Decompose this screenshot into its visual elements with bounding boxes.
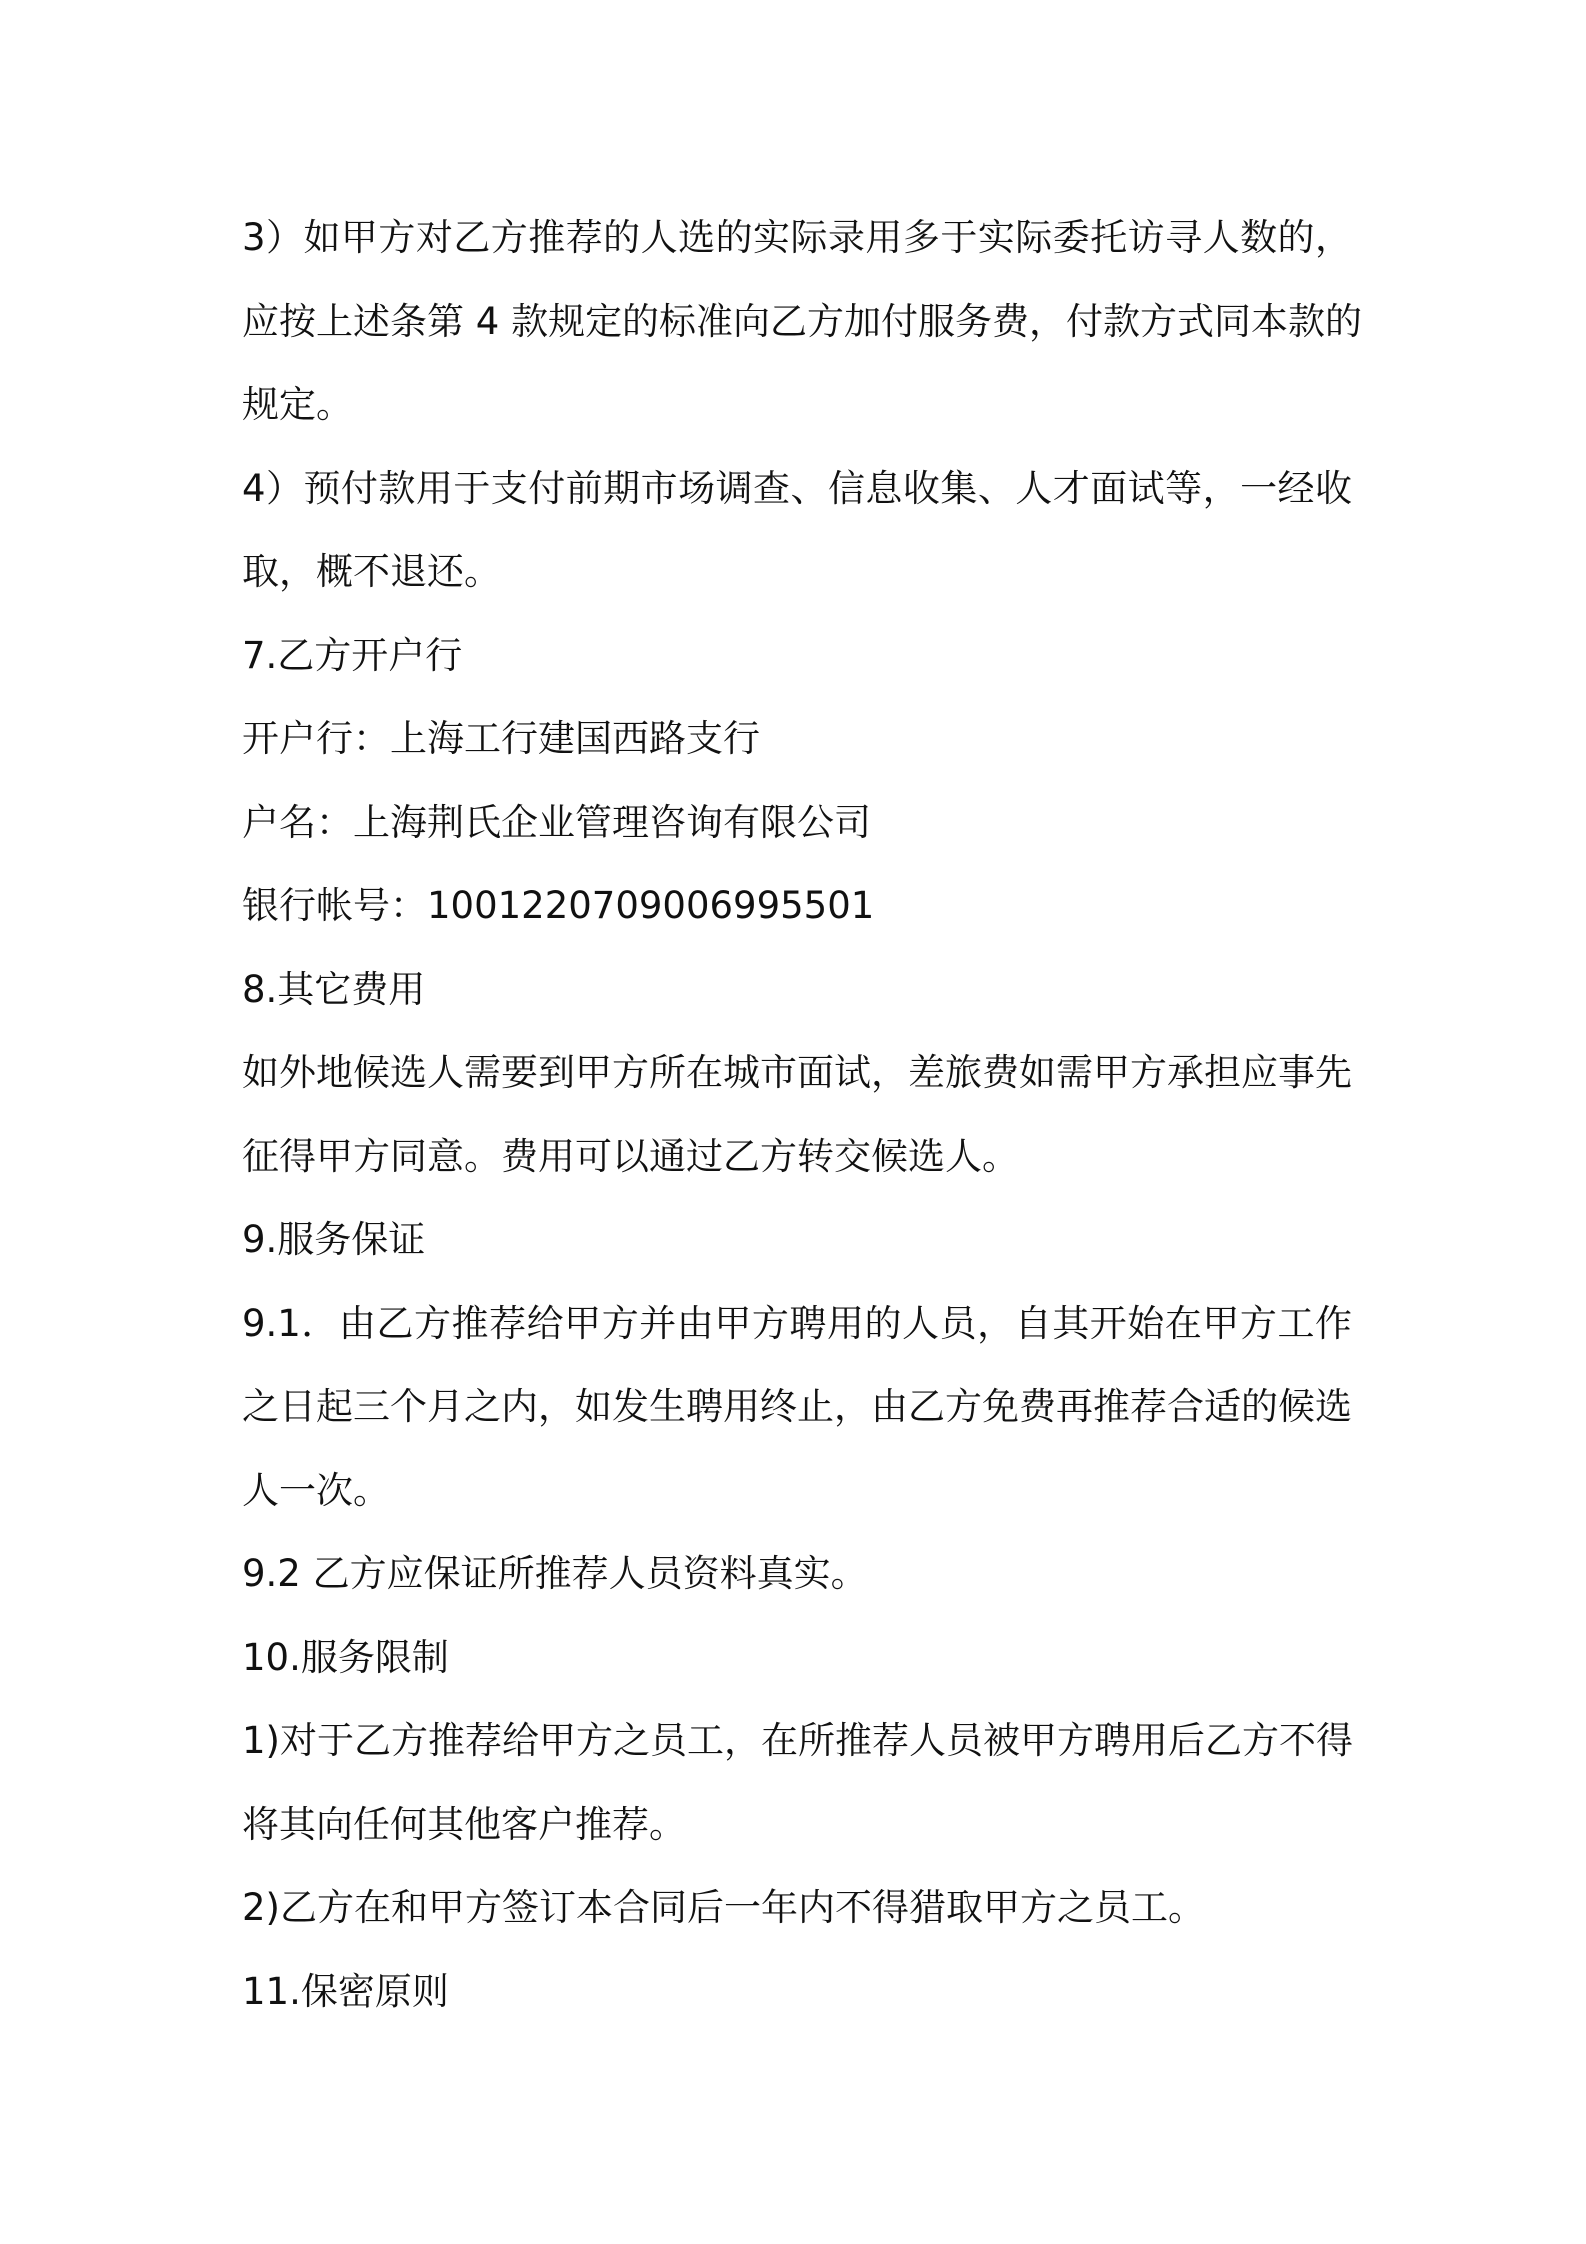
- clause-9-1-line-3: 人一次。: [242, 1468, 390, 1512]
- clause-10-1-line-2: 将其向任何其他客户推荐。: [242, 1802, 686, 1846]
- clause-3-line-3: 规定。: [242, 383, 353, 426]
- clause-10-1-line-1: 1)对于乙方推荐给甲方之员工，在所推荐人员被甲方聘用后乙方不得: [242, 1719, 1353, 1762]
- section-8-line-2: 征得甲方同意。费用可以通过乙方转交候选人。: [242, 1134, 1019, 1178]
- clause-10-2: 2)乙方在和甲方签订本合同后一年内不得猎取甲方之员工。: [242, 1886, 1205, 1929]
- clause-3-line-2: 应按上述条第 4 款规定的标准向乙方加付服务费，付款方式同本款的: [242, 299, 1363, 343]
- section-9-heading: 9.服务保证: [242, 1218, 426, 1261]
- document-body: [242, 196, 1363, 2033]
- bank-account-number: 银行帐号：1001220709006995501: [242, 884, 875, 927]
- clause-3-line-1: 3）如甲方对乙方推荐的人选的实际录用多于实际委托访寻人数的，: [242, 216, 1352, 259]
- clause-4-line-2: 取，概不退还。: [242, 550, 501, 593]
- clause-9-1-line-1: 9.1．由乙方推荐给甲方并由甲方聘用的人员，自其开始在甲方工作: [242, 1301, 1352, 1345]
- clause-9-2: 9.2 乙方应保证所推荐人员资料真实。: [242, 1552, 868, 1595]
- clause-9-1-line-2: 之日起三个月之内，如发生聘用终止，由乙方免费再推荐合适的候选: [242, 1385, 1352, 1428]
- section-10-heading: 10.服务限制: [242, 1635, 449, 1679]
- section-7-heading: 7.乙方开户行: [242, 633, 463, 677]
- bank-name: 开户行：上海工行建国西路支行: [242, 717, 760, 760]
- account-name: 户名：上海荆氏企业管理咨询有限公司: [242, 800, 871, 844]
- section-11-heading: 11.保密原则: [242, 1969, 449, 2013]
- section-8-heading: 8.其它费用: [242, 967, 426, 1011]
- section-8-line-1: 如外地候选人需要到甲方所在城市面试，差旅费如需甲方承担应事先: [242, 1051, 1352, 1094]
- clause-4-line-1: 4）预付款用于支付前期市场调查、信息收集、人才面试等，一经收: [242, 466, 1352, 510]
